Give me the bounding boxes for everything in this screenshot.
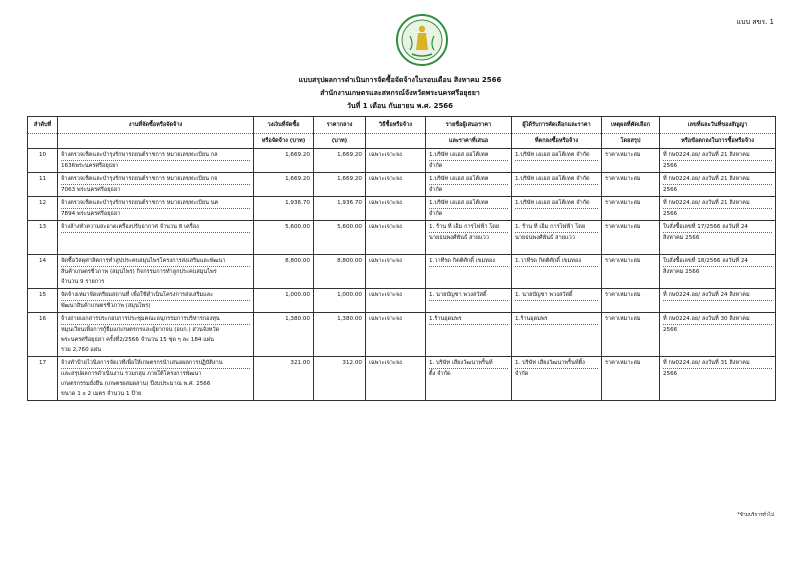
cell-reason: [602, 149, 660, 173]
cell-winner: [512, 149, 602, 173]
contract-line: [663, 345, 772, 355]
cell-method: [366, 289, 426, 313]
bidder-line: [429, 345, 508, 355]
bidder-line: จำกัด: [429, 187, 443, 193]
table-row: [28, 197, 776, 221]
header-reason: เหตุผลที่คัดเลือก โดยสรุป: [602, 117, 660, 149]
cell-item: [58, 197, 254, 221]
cell-item: [58, 357, 254, 401]
cell-method: [366, 221, 426, 255]
median-value: 1,380.00: [337, 316, 362, 322]
cell-budget: [254, 313, 314, 357]
cell-method: [366, 255, 426, 289]
cell-winner: [512, 313, 602, 357]
contract-line: [663, 301, 772, 311]
cell-bidders: [426, 149, 512, 173]
cell-no: [28, 357, 58, 401]
cell-no: [28, 197, 58, 221]
cell-no: [28, 289, 58, 313]
cell-reason: [602, 313, 660, 357]
contract-line: [663, 335, 772, 345]
cell-budget: [254, 255, 314, 289]
header-median-price: ราคากลาง (บาท): [314, 117, 366, 149]
method-value: เฉพาะเจาะจง: [369, 200, 402, 206]
cell-winner: [512, 255, 602, 289]
reason-value: ราคาเหมาะสม: [605, 292, 641, 298]
method-value: เฉพาะเจาะจง: [369, 292, 402, 298]
cell-reason: [602, 173, 660, 197]
cell-contract: [660, 289, 776, 313]
item-line: จัดจ้างเหมาจัดเตรียมสถานที่ เพื่อใช้ดำเนินโครงการส่งเสริมและ: [61, 290, 250, 301]
bidder-line: 1.บริษัท เอเอส ออโต้เทค: [429, 174, 508, 185]
bidder-line: นายธนพงศ์พันธ์ สายแวว: [429, 235, 489, 241]
report-title: แบบสรุปผลการดำเนินการจัดซื้อจัดจ้างในรอบเดือน สิงหาคม 2566: [298, 76, 502, 84]
item-line: 7063 พระนครศรีอยุธยา: [61, 187, 121, 193]
cell-item: [58, 289, 254, 313]
cell-bidders: [426, 173, 512, 197]
contract-line: ที่ กษ0224.อย/ ลงวันที่ 21 สิงหาคม: [663, 174, 772, 185]
method-value: เฉพาะเจาะจง: [369, 152, 402, 158]
cell-reason: [602, 197, 660, 221]
cell-reason: [602, 357, 660, 401]
table-row: [28, 149, 776, 173]
document-titles: [0, 74, 800, 113]
cell-method: [366, 173, 426, 197]
contract-line: ใบสั่งซื้อเลขที่ 17/2566 ลงวันที่ 24: [663, 222, 772, 233]
header-item: งานที่จัดซื้อหรือจัดจ้าง: [58, 117, 254, 149]
bidder-line: จำกัด: [429, 163, 443, 169]
cell-bidders: [426, 221, 512, 255]
item-line: เกษตรกรรมยั่งยืน (เกษตรผสมผสาน) ปีงบประมาณ พ.ศ. 2566: [61, 381, 211, 387]
cell-budget: [254, 289, 314, 313]
reason-value: ราคาเหมาะสม: [605, 224, 641, 230]
bidder-line: 1.บริษัท เอเอส ออโต้เทค: [429, 150, 508, 161]
median-value: 1,936.70: [337, 200, 362, 206]
item-line: หมุนเวียนเพื่อการกู้ยืมแก่เกษตรกรและผู้ยากจน (อบก.) ส่วนจังหวัด: [61, 327, 220, 333]
item-line: จ้างตรวจเช็คและบำรุงรักษารถยนต์ราชการ หมายเลขทะเบียน นค: [61, 198, 250, 209]
cell-bidders: [426, 197, 512, 221]
budget-value: 321.00: [290, 360, 310, 366]
budget-value: 1,000.00: [285, 292, 310, 298]
winner-line: 1. นายบัญชา พวงสวัสดิ์: [515, 290, 598, 301]
contract-line: 2566: [663, 327, 678, 333]
cell-median: [314, 357, 366, 401]
ministry-emblem-icon: [396, 14, 448, 66]
header-no: ลำดับที่: [28, 117, 58, 149]
bidder-line: [429, 379, 508, 389]
cell-item: [58, 173, 254, 197]
winner-line: 1.บริษัท เอเอส ออโต้เทค จำกัด: [515, 150, 598, 161]
procurement-table: [27, 116, 776, 401]
bidder-line: [429, 267, 508, 277]
cell-median: [314, 149, 366, 173]
table-row: [28, 357, 776, 401]
bidder-line: 1.บริษัท เอเอส ออโต้เทค: [429, 198, 508, 209]
item-line: จ้างตรวจเช็คและบำรุงรักษารถยนต์ราชการ หมายเลขทะเบียน กล: [61, 150, 250, 161]
contract-line: [663, 277, 772, 287]
cell-no: [28, 173, 58, 197]
reason-value: ราคาเหมาะสม: [605, 258, 641, 264]
cell-method: [366, 313, 426, 357]
winner-line: [515, 277, 598, 287]
item-line: พัฒนาสินค้าเกษตรชีวภาพ (สมุนไพร): [61, 303, 151, 309]
bidder-line: 1.วาทีรด กิตติศักดิ์ เขมทอง: [429, 256, 508, 267]
item-line: ขนาด 1 x 2 เมตร จำนวน 1 ป้าย: [61, 391, 142, 397]
table-row: [28, 173, 776, 197]
cell-budget: [254, 221, 314, 255]
cell-contract: [660, 357, 776, 401]
winner-line: [515, 267, 598, 277]
cell-bidders: [426, 255, 512, 289]
contract-line: [663, 379, 772, 389]
method-value: เฉพาะเจาะจง: [369, 224, 402, 230]
row-number: 11: [38, 176, 47, 182]
cell-contract: [660, 313, 776, 357]
cell-median: [314, 173, 366, 197]
bidder-line: [429, 389, 508, 399]
winner-line: [515, 161, 598, 171]
bidder-line: 1.ร้านอุดมพร: [429, 314, 508, 325]
item-line: รวม 2,760 แผ่น: [61, 347, 102, 353]
cell-method: [366, 197, 426, 221]
cell-no: [28, 149, 58, 173]
cell-bidders: [426, 289, 512, 313]
winner-line: 1.บริษัท เอเอส ออโต้เทค จำกัด: [515, 174, 598, 185]
contract-line: 2566: [663, 211, 678, 217]
cell-bidders: [426, 313, 512, 357]
form-code: แบบ สขร. 1: [736, 18, 774, 26]
bidder-line: [429, 335, 508, 345]
cell-method: [366, 149, 426, 173]
winner-line: [515, 209, 598, 219]
cell-median: [314, 255, 366, 289]
budget-value: 1,380.00: [285, 316, 310, 322]
item-line: จัดซื้อวัสดุศาลิตการทำสูปประคบสมุนไพรโครงการส่งเสริมและพัฒนา: [61, 256, 250, 267]
table-row: [28, 221, 776, 255]
reason-value: ราคาเหมาะสม: [605, 200, 641, 206]
row-number: 10: [38, 152, 47, 158]
winner-line: 1. ร้าน ที เอ็ม การไฟฟ้า โดย: [515, 222, 598, 233]
cell-reason: [602, 289, 660, 313]
cell-contract: [660, 197, 776, 221]
row-number: 13: [38, 224, 47, 230]
contract-line: 2566: [663, 163, 678, 169]
row-number: 12: [38, 200, 47, 206]
item-line: จ้างทำป้ายไวนิลการจัดเวทีเพื่อให้เกษตรกรนำเสนอผลการปฏิบัติงาน: [61, 358, 250, 369]
bidder-line: จำกัด: [429, 211, 443, 217]
method-value: เฉพาะเจาะจง: [369, 258, 402, 264]
item-line: จ้างล้างทำความสะอาดเครื่องปรับอากาศ จำนวน 8 เครื่อง: [61, 222, 250, 233]
row-number: 14: [38, 258, 47, 264]
cell-median: [314, 289, 366, 313]
cell-budget: [254, 173, 314, 197]
bidder-line: [429, 243, 508, 253]
cell-method: [366, 357, 426, 401]
cell-median: [314, 197, 366, 221]
reason-value: ราคาเหมาะสม: [605, 176, 641, 182]
winner-line: 1.วาทีรด กิตติศักดิ์ เขมทอง: [515, 256, 598, 267]
footnote: *ข้ามบริการทั่วไป: [737, 513, 774, 518]
item-line: พระนครศรีอยุธยา ครั้งที่2/2566 จำนวน 15 ชุด ๆ ละ 184 แผ่น: [61, 337, 214, 343]
table-row: [28, 313, 776, 357]
winner-line: นายธนพงศ์พันธ์ สายแวว: [515, 235, 575, 241]
contract-line: ที่ กษ0224.อย/ ลงวันที่ 21 สิงหาคม: [663, 198, 772, 209]
method-value: เฉพาะเจาะจง: [369, 176, 402, 182]
cell-contract: [660, 255, 776, 289]
winner-line: [515, 335, 598, 345]
cell-no: [28, 313, 58, 357]
reason-value: ราคาเหมาะสม: [605, 360, 641, 366]
header-budget: วงเงินที่จัดซื้อ หรือจัดจ้าง (บาท): [254, 117, 314, 149]
winner-line: [515, 325, 598, 335]
method-value: เฉพาะเจาะจง: [369, 360, 402, 366]
method-value: เฉพาะเจาะจง: [369, 316, 402, 322]
winner-line: [515, 389, 598, 399]
winner-line: [515, 301, 598, 311]
item-line: 7894 พระนครศรีอยุธยา: [61, 211, 121, 217]
cell-contract: [660, 173, 776, 197]
winner-line: [515, 185, 598, 195]
bidder-line: 1. ร้าน ที เอ็ม การไฟฟ้า โดย: [429, 222, 508, 233]
reason-value: ราคาเหมาะสม: [605, 152, 641, 158]
table-row: [28, 289, 776, 313]
cell-winner: [512, 221, 602, 255]
contract-line: ที่ กษ0224.อย/ ลงวันที่ 24 สิงหาคม: [663, 290, 772, 301]
header-winner: ผู้ได้รับการคัดเลือกและราคา ที่ตกลงซื้อหรือจ้าง: [512, 117, 602, 149]
report-date: วันที่ 1 เดือน กันยายน พ.ศ. 2566: [346, 102, 454, 110]
cell-reason: [602, 255, 660, 289]
item-line: 1636พระนครศรีอยุธยา: [61, 163, 119, 169]
header-method: วิธีซื้อหรือจ้าง: [366, 117, 426, 149]
winner-line: 1.ร้านอุดมพร: [515, 314, 598, 325]
bidder-line: 1. นายบัญชา พวงสวัสดิ์: [429, 290, 508, 301]
budget-value: 1,936.70: [285, 200, 310, 206]
contract-line: สิงหาคม 2566: [663, 235, 700, 241]
reason-value: ราคาเหมาะสม: [605, 316, 641, 322]
winner-line: [515, 379, 598, 389]
item-line: จำนวน 9 รายการ: [61, 279, 105, 285]
item-line: จ้างถ่ายเอกสารประกอบการประชุมคณะอนุกรรมการบริหารกองทุน: [61, 314, 250, 325]
row-number: 17: [38, 360, 47, 366]
bidder-line: [429, 301, 508, 311]
cell-item: [58, 149, 254, 173]
table-header-row: [28, 117, 776, 149]
item-line: จ้างตรวจเช็คและบำรุงรักษารถยนต์ราชการ หมายเลขทะเบียน กจ: [61, 174, 250, 185]
item-line: [61, 243, 250, 253]
table-row: [28, 255, 776, 289]
contract-line: [663, 243, 772, 253]
contract-line: ที่ กษ0224.อย/ ลงวันที่ 30 สิงหาคม: [663, 314, 772, 325]
budget-value: 1,669.20: [285, 152, 310, 158]
winner-line: 1.บริษัท เอเอส ออโต้เทค จำกัด: [515, 198, 598, 209]
cell-budget: [254, 197, 314, 221]
cell-winner: [512, 173, 602, 197]
contract-line: 2566: [663, 371, 678, 377]
cell-item: [58, 221, 254, 255]
bidder-line: ติ้ง จำกัด: [429, 371, 451, 377]
item-line: [61, 233, 250, 243]
cell-winner: [512, 197, 602, 221]
contract-line: ใบสั่งซื้อเลขที่ 18/2566 ลงวันที่ 24: [663, 256, 772, 267]
cell-reason: [602, 221, 660, 255]
cell-bidders: [426, 357, 512, 401]
item-line: สินค้าเกษตรชีวภาพ (สมุนไพร) กิจกรรมการทำลูกประคบสมุนไพร: [61, 269, 217, 275]
winner-line: จำกัด: [515, 371, 529, 377]
budget-value: 1,669.20: [285, 176, 310, 182]
bidder-line: [429, 277, 508, 287]
winner-line: 1. บริษัท เสียงวัฒนาพริ้นท์ติ้ง: [515, 358, 598, 369]
header-contract: เลขที่และวันที่ของสัญญา หรือข้อตกลงในการซื้อหรือจ้าง: [660, 117, 776, 149]
office-name: สำนักงานเกษตรและสหกรณ์จังหวัดพระนครศรีอยุธยา: [320, 89, 480, 97]
median-value: 1,000.00: [337, 292, 362, 298]
item-line: และสรุปผลการดำเนินงาน รวมกลุ่ม ภายใต้โครงการพัฒนา: [61, 371, 202, 377]
budget-value: 8,800.00: [285, 258, 310, 264]
row-number: 15: [38, 292, 47, 298]
cell-winner: [512, 357, 602, 401]
cell-item: [58, 313, 254, 357]
contract-line: ที่ กษ0224.อย/ ลงวันที่ 21 สิงหาคม: [663, 150, 772, 161]
bidder-line: 1. บริษัท เสียงวัฒนาพริ้นท์: [429, 358, 508, 369]
cell-winner: [512, 289, 602, 313]
cell-median: [314, 221, 366, 255]
cell-contract: [660, 221, 776, 255]
cell-median: [314, 313, 366, 357]
median-value: 5,600.00: [337, 224, 362, 230]
row-number: 16: [38, 316, 47, 322]
contract-line: สิงหาคม 2566: [663, 269, 700, 275]
budget-value: 5,600.00: [285, 224, 310, 230]
winner-line: [515, 345, 598, 355]
cell-no: [28, 255, 58, 289]
median-value: 312.00: [342, 360, 362, 366]
header-bidders: รายชื่อผู้เสนอราคา และราคาที่เสนอ: [426, 117, 512, 149]
median-value: 1,669.20: [337, 176, 362, 182]
contract-line: 2566: [663, 187, 678, 193]
contract-line: ที่ กษ0224.อย/ ลงวันที่ 31 สิงหาคม: [663, 358, 772, 369]
contract-line: [663, 389, 772, 399]
winner-line: [515, 243, 598, 253]
cell-no: [28, 221, 58, 255]
bidder-line: [429, 325, 508, 335]
median-value: 1,669.20: [337, 152, 362, 158]
median-value: 8,800.00: [337, 258, 362, 264]
cell-item: [58, 255, 254, 289]
cell-contract: [660, 149, 776, 173]
cell-budget: [254, 149, 314, 173]
cell-budget: [254, 357, 314, 401]
